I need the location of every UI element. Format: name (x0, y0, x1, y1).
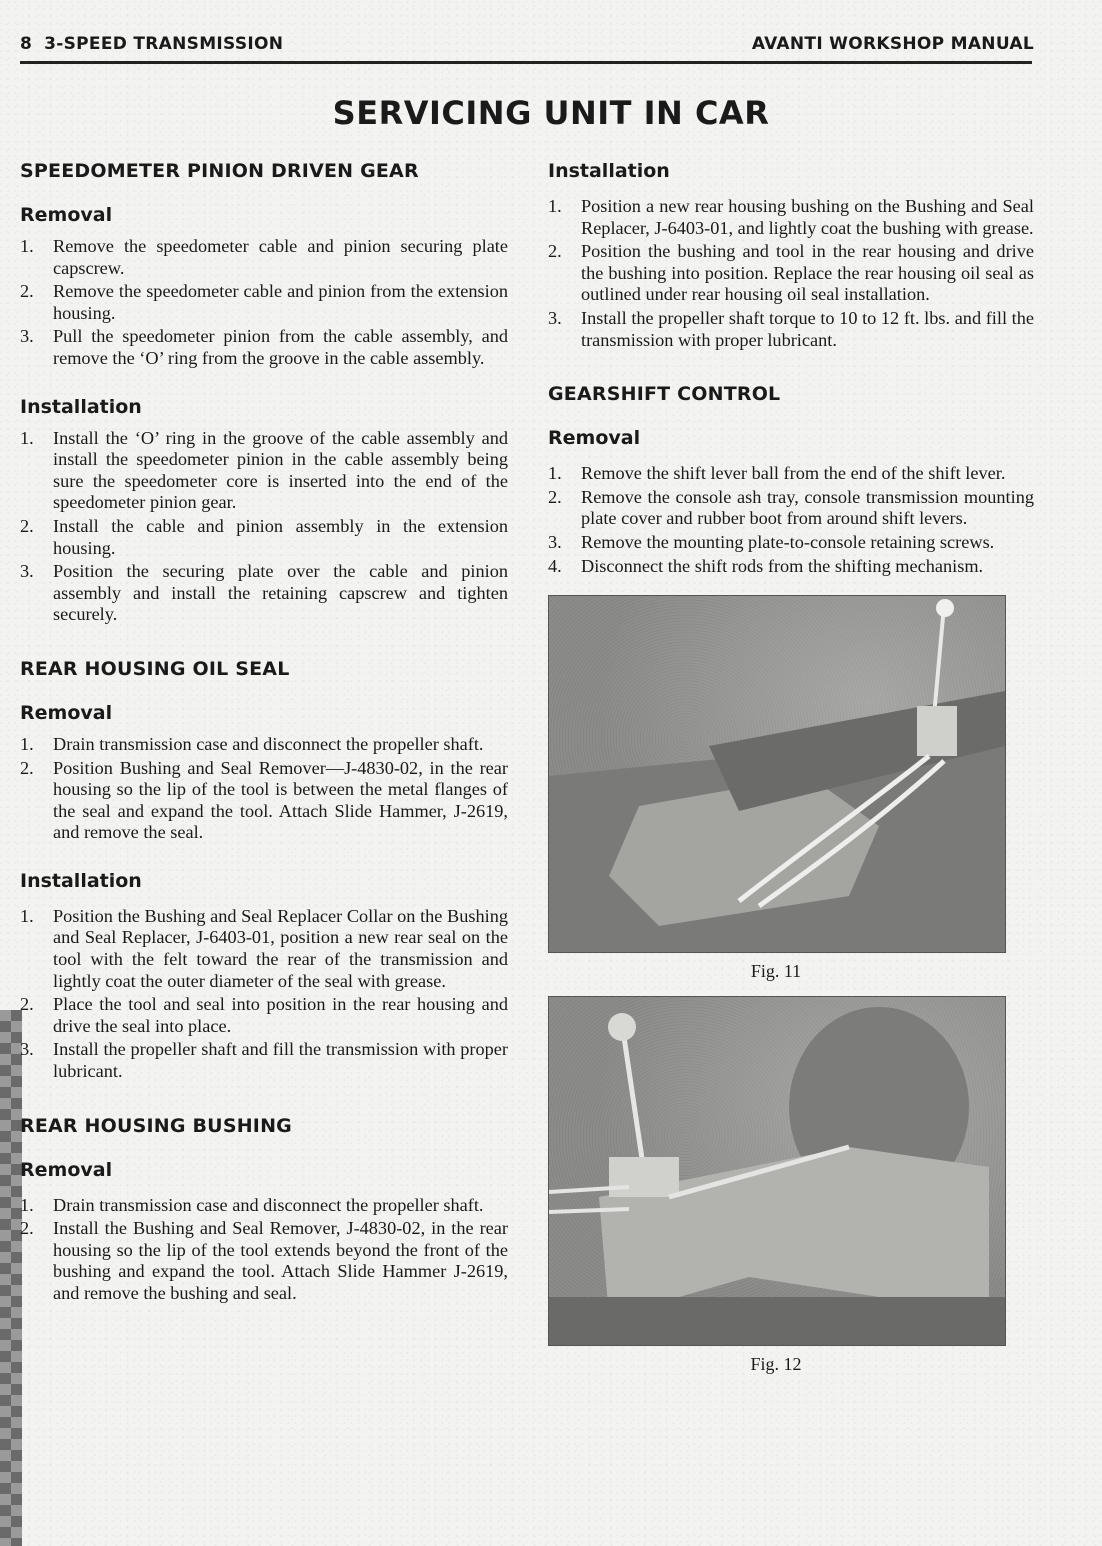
section-heading: REAR HOUSING OIL SEAL (20, 657, 290, 680)
left-column (20, 160, 508, 1307)
step-item: 2. Remove the speedometer cable and pinion from the extension housing. (20, 281, 508, 323)
subheading-removal: Removal (548, 427, 641, 450)
step-item: 1. Drain transmission case and disconnect the propeller shaft. (20, 733, 484, 754)
step-item: 2. Place the tool and seal into position in the rear housing and drive the seal into place. (20, 994, 508, 1036)
running-head-left (20, 34, 283, 54)
step-list (20, 236, 508, 370)
page-title: SERVICING UNIT IN CAR (332, 94, 770, 132)
step-list (20, 734, 508, 844)
figure-caption: Fig. 11 (750, 961, 802, 982)
figure-11 (548, 595, 1004, 982)
step-item: 3. Install the propeller shaft and fill the transmission with proper lubricant. (20, 1039, 508, 1082)
step-item: 3. Install the propeller shaft torque to 10 to 12 ft. lbs. and fill the transmission with proper lubricant. (548, 307, 1034, 350)
step-list (20, 428, 508, 626)
subheading-installation: Installation (20, 395, 142, 418)
header-rule (20, 61, 1032, 64)
section-heading: SPEEDOMETER PINION DRIVEN GEAR (20, 160, 419, 182)
page-number: 8 (20, 34, 33, 54)
right-column (548, 160, 1034, 1375)
step-list (20, 1195, 508, 1305)
step-item: 2. Install the cable and pinion assembly in the extension housing. (20, 515, 508, 558)
subheading-installation: Installation (548, 160, 670, 182)
step-list (548, 196, 1034, 351)
step-item: 2. Remove the console ash tray, console transmission mounting plate cover and rubber boot from around shift levers. (548, 486, 1034, 529)
figure-caption: Fig. 12 (750, 1354, 802, 1375)
subheading-removal: Removal (20, 1158, 113, 1181)
step-list (548, 463, 1034, 577)
step-item: 3. Pull the speedometer pinion from the cable assembly, and remove the ‘O’ ring from the groove in the cable assembly. (20, 326, 508, 368)
step-item: 2. Install the Bushing and Seal Remover, J-4830-02, in the rear housing so the lip of the tool extends beyond the front of the bushing and expand the tool. Attach Slide Hammer J-2619, and remove the bushing and seal. (20, 1218, 508, 1303)
step-item: 2. Position the bushing and tool in the rear housing and drive the bushing into position. Replace the rear housing oil seal as outlined under rear housing oil seal installation. (548, 241, 1034, 305)
step-list (20, 906, 508, 1083)
subheading-removal: Removal (20, 204, 113, 226)
section-heading: GEARSHIFT CONTROL (548, 383, 781, 406)
scan-transparency-edge (0, 1010, 22, 1546)
section-heading: REAR HOUSING BUSHING (20, 1114, 292, 1137)
step-item: 1. Position the Bushing and Seal Replacer Collar on the Bushing and Seal Replacer, J-6403-01, position a new rear seal on the tool with the felt toward the rear of the transmission and lightly coat the outer diameter of the seal with grease. (20, 905, 508, 991)
step-item: 1. Remove the shift lever ball from the end of the shift lever. (548, 463, 1006, 484)
transmission-shift-mechanism-photo (548, 996, 1006, 1346)
step-item: 1. Install the ‘O’ ring in the groove of the cable assembly and install the speedometer pinion in the cable assembly being sure the speedometer core is inserted into the end of the speedometer pinion gear. (20, 427, 508, 513)
step-item: 3. Remove the mounting plate-to-console retaining screws. (548, 531, 995, 552)
step-item: 4. Disconnect the shift rods from the shifting mechanism. (548, 555, 984, 576)
manual-title: AVANTI WORKSHOP MANUAL (751, 34, 1034, 54)
gearshift-linkage-photo (548, 595, 1006, 953)
step-item: 1. Remove the speedometer cable and pinion securing plate capscrew. (20, 236, 508, 278)
subheading-installation: Installation (20, 869, 142, 892)
step-item: 1. Position a new rear housing bushing on the Bushing and Seal Replacer, J-6403-01, and lightly coat the bushing with grease. (548, 196, 1034, 238)
step-item: 2. Position Bushing and Seal Remover—J-4830-02, in the rear housing so the lip of the tool is between the metal flanges of the seal and expand the tool. Attach Slide Hammer, J-2619, and remove the seal. (20, 757, 508, 843)
figure-12 (548, 996, 1004, 1375)
step-item: 3. Position the securing plate over the cable and pinion assembly and install the retaining capscrew and tighten securely. (20, 561, 508, 625)
chapter-title: 3-SPEED TRANSMISSION (44, 34, 284, 54)
step-item: 1. Drain transmission case and disconnect the propeller shaft. (20, 1194, 484, 1215)
subheading-removal: Removal (20, 701, 113, 724)
